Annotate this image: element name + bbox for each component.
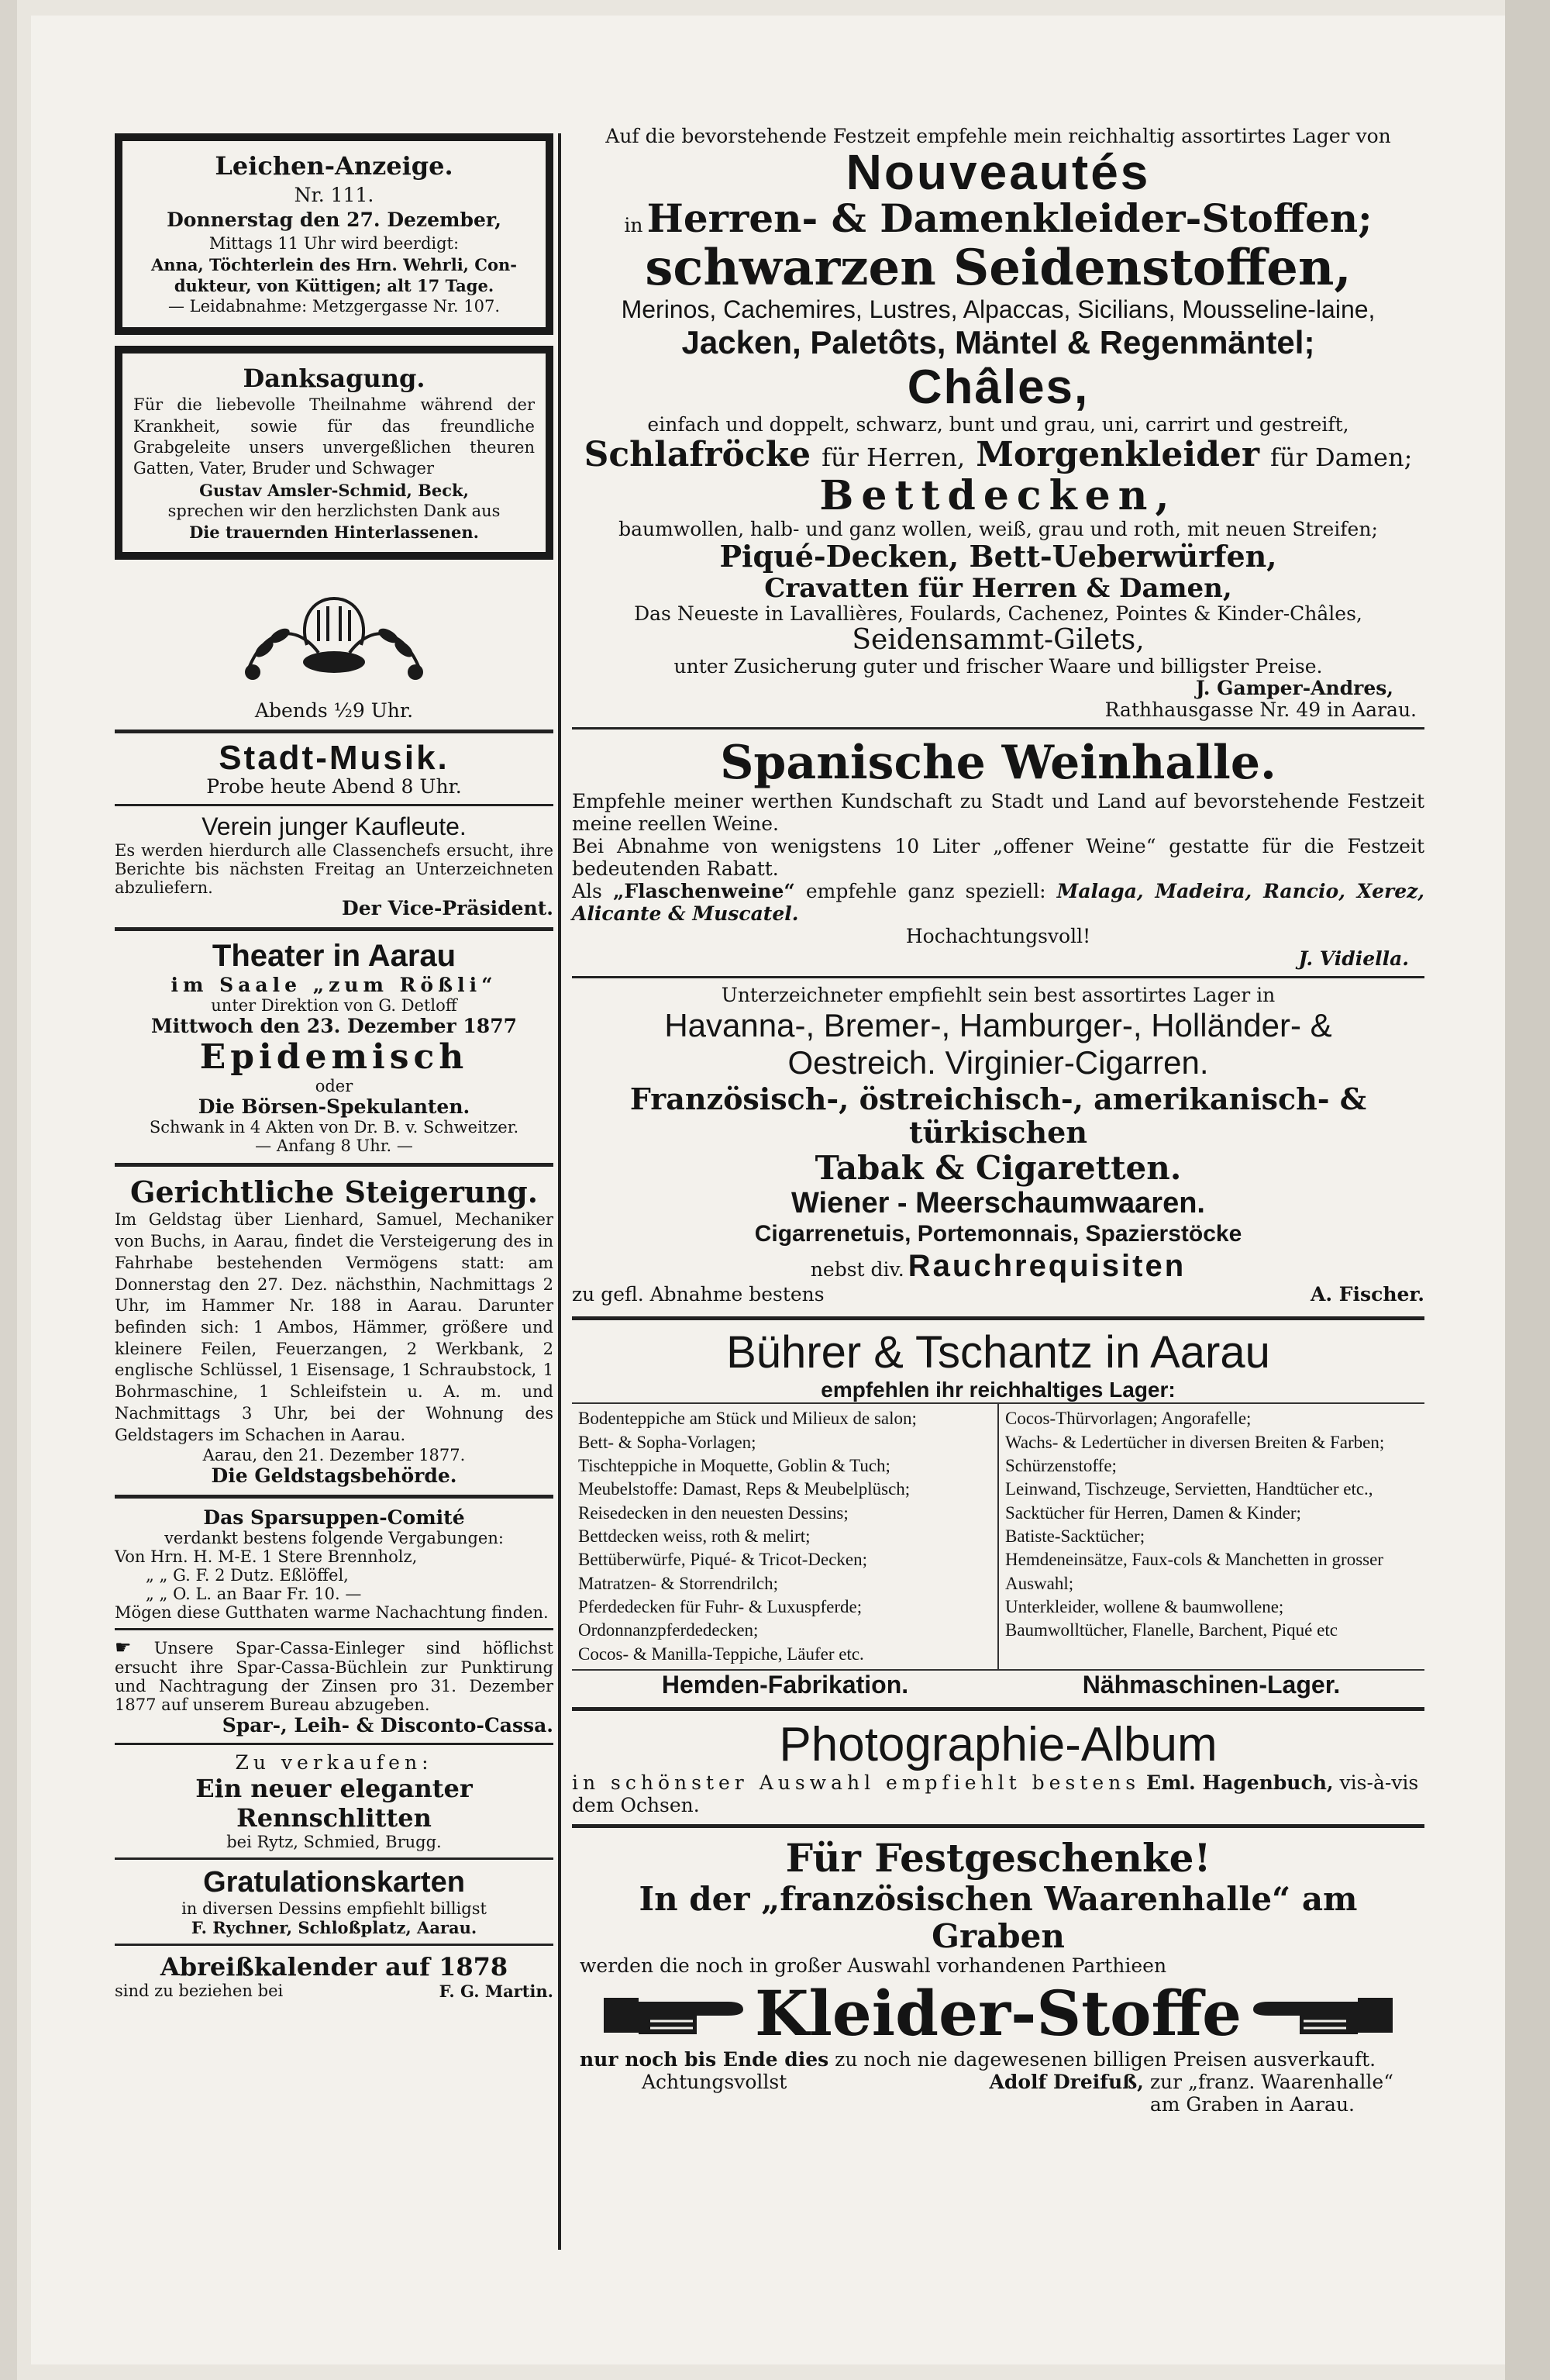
funeral-line3: — Leidabnahme: Metzgergasse Nr. 107. (167, 297, 500, 316)
auction-title: Gerichtliche Steigerung. (130, 1174, 538, 1210)
wine-p3a: Als (572, 880, 602, 903)
cards-sign: F. Rychner, Schloßplatz, Aarau. (191, 1918, 477, 1938)
sale-notice (115, 1751, 553, 1860)
wine-ad (572, 736, 1424, 970)
dreifuss-sign: Adolf Dreifuß, (989, 2070, 1144, 2093)
gamper-line11: Piqué-Decken, Bett-Ueberwürfen, (719, 539, 1277, 574)
list-item: Bettdecken weiss, roth & melirt; (578, 1526, 811, 1546)
theater-notice (115, 939, 553, 1167)
cigars-intro: Unterzeichneter empfiehlt sein best assortirtes Lager in (721, 984, 1276, 1007)
theater-or: oder (315, 1077, 353, 1096)
column-rule (558, 133, 561, 2250)
gamper-line4: Merinos, Cachemires, Lustres, Alpaccas, Sicilians, Mousseline-laine, (621, 295, 1376, 323)
soup-notice (115, 1506, 553, 1630)
funeral-line2: dukteur, von Küttigen; alt 17 Tage. (174, 276, 494, 296)
funeral-title: Leichen-Anzeige. (215, 151, 453, 181)
dreifuss-title: Für Festgeschenke! (785, 1835, 1211, 1882)
gamper-ad (572, 126, 1424, 721)
cigars-line3: Französisch-, östreichisch-, amerikanisch- & türkischen (629, 1081, 1367, 1150)
theater-play: Epidemisch (199, 1037, 469, 1078)
cigars-line1: Havanna-, Bremer-, Hamburger-, Holländer- & (664, 1007, 1332, 1044)
sale-item: Ein neuer eleganter Rennschlitten (195, 1774, 473, 1833)
gamper-addr: Rathhausgasse Nr. 49 in Aarau. (1104, 698, 1417, 722)
list-item: Cocos-Thürvorlagen; Angorafelle; (1005, 1409, 1252, 1429)
thanks-sign: Die trauernden Hinterlassenen. (189, 523, 479, 543)
lyre-wreath-emblem-icon (218, 575, 450, 692)
calendar-text: sind zu beziehen bei (115, 1982, 284, 2001)
verein-notice (115, 812, 553, 931)
cigars-line4: Tabak & Cigaretten. (815, 1149, 1182, 1188)
list-item: Meubelstoffe: Damast, Reps & Meubelplüsch; (578, 1479, 911, 1499)
wine-p1: Empfehle meiner werthen Kundschaft zu Stadt und Land auf bevorstehende Festzeit meine reellen Weine. (572, 790, 1424, 836)
gamper-big9: Bettdecken, (819, 472, 1177, 520)
funeral-number: Nr. 111. (294, 183, 374, 206)
thanks-notice (115, 346, 553, 561)
music-time: Abends ½9 Uhr. (254, 699, 414, 723)
gamper-line8a: Schlafröcke (584, 434, 811, 474)
list-item: Matratzen- & Storrendrilch; (578, 1573, 779, 1593)
theater-date: Mittwoch den 23. Dezember 1877 (150, 1015, 517, 1038)
dreifuss-ad (572, 1836, 1424, 2116)
gamper-big2: Herren- & Damenkleider-Stoffen; (646, 195, 1373, 241)
list-item: Unterkleider, wollene & baumwollene; (1005, 1597, 1284, 1617)
photo-sign: Eml. Hagenbuch, (1146, 1771, 1334, 1795)
pointing-hand-left-icon (1245, 1986, 1393, 2040)
dreifuss-sub: In der „französischen Waarenhalle“ am Graben (639, 1879, 1358, 1956)
gamper-line8d: für Damen; (1270, 442, 1413, 472)
music-sub: Probe heute Abend 8 Uhr. (206, 775, 462, 799)
cigars-ad (572, 985, 1424, 1306)
buehrer-foot-right: Nähmaschinen-Lager. (1082, 1671, 1341, 1699)
thanks-text2: sprechen wir den herzlichsten Dank aus (167, 501, 501, 520)
calendar-notice (115, 1952, 553, 2000)
theater-play2: Die Börsen-Spekulanten. (198, 1095, 470, 1119)
buehrer-right-list (999, 1404, 1424, 1669)
list-item: Wachs- & Ledertücher in diversen Breiten & Farben; Schürzenstoffe; (1005, 1432, 1385, 1475)
gamper-line13: Das Neueste in Lavallières, Foulards, Cachenez, Pointes & Kinder-Châles, (634, 602, 1362, 626)
wine-p3b: „Flaschenweine“ (612, 880, 795, 903)
dreifuss-big: Kleider-Stoffe (754, 1977, 1242, 2051)
buehrer-left-list (572, 1404, 999, 1669)
cigars-line2: Oestreich. Virginier-Cigarren. (787, 1044, 1209, 1081)
gamper-intro: Auf die bevorstehende Festzeit empfehle mein reichhaltig assortirtes Lager von (605, 125, 1391, 147)
funeral-time: Mittags 11 Uhr wird beerdigt: (208, 233, 460, 253)
soup-l3: „ „ O. L. an Baar Fr. 10. — (146, 1585, 362, 1604)
soup-intro: verdankt bestens folgende Vergabungen: (164, 1529, 504, 1548)
photo-text: in schönster Auswahl empfiehlt bestens (572, 1771, 1141, 1795)
photo-addr: vis-à-vis dem Ochsen. (572, 1771, 1419, 1817)
thanks-text: Für die liebevolle Theilnahme während der Krankheit, sowie für das freundliche Grabgeleite unsers unvergeßlichen theuren Gatten, Vater, Bruder und Schwager (133, 395, 535, 478)
sale-who: bei Rytz, Schmied, Brugg. (226, 1833, 442, 1852)
gamper-line12: Cravatten für Herren & Damen, (764, 573, 1232, 605)
sale-title: Zu verkaufen: (235, 1751, 433, 1775)
page-edge-left (0, 0, 17, 2380)
dreifuss-line2b: zu noch nie dagewesenen billigen Preisen ausverkauft. (835, 2048, 1376, 2071)
buehrer-sub: empfehlen ihr reichhaltiges Lager: (821, 1378, 1176, 1402)
dreifuss-line2a: nur noch bis Ende dies (580, 2048, 829, 2071)
gamper-line8b: für Herren, (822, 442, 966, 472)
buehrer-title: Bührer & Tschantz in Aarau (726, 1327, 1270, 1378)
city-music-notice (115, 699, 553, 806)
gamper-sign: J. Gamper-Andres, (1195, 677, 1393, 700)
auction-notice (115, 1174, 553, 1499)
bank-notice (115, 1637, 553, 1745)
calendar-title: Abreißkalender auf 1878 (160, 1952, 508, 1982)
page-edge-right (1505, 0, 1550, 2380)
funeral-notice (115, 133, 553, 335)
soup-l1: Von Hrn. H. M-E. 1 Stere Brennholz, (115, 1547, 418, 1567)
cards-title: Gratulationskarten (203, 1866, 465, 1899)
auction-date: Aarau, den 21. Dezember 1877. (202, 1446, 466, 1465)
verein-text: Es werden hierdurch alle Classenchefs ersucht, ihre Berichte bis nächsten Freitag an Unterzeichneten abzuliefern. (115, 841, 553, 898)
list-item: Bettüberwürfe, Piqué- & Tricot-Decken; (578, 1550, 868, 1570)
wine-p2: Bei Abnahme von wenigstens 10 Liter „offener Weine“ gestatte für die Festzeit bedeutenden Rabatt. (572, 835, 1424, 881)
left-column (115, 133, 553, 2001)
cigars-line7a: nebst div. (810, 1257, 904, 1281)
theater-desc: Schwank in 4 Akten von Dr. B. v. Schweitzer. (149, 1118, 519, 1137)
soup-l2: „ „ G. F. 2 Dutz. Eßlöffel, (146, 1566, 349, 1585)
dreifuss-addr2: am Graben in Aarau. (1149, 2092, 1355, 2116)
list-item: Baumwolltücher, Flanelle, Barchent, Piqué etc (1005, 1620, 1338, 1640)
funeral-date: Donnerstag den 27. Dezember, (167, 209, 501, 232)
calendar-sign: F. G. Martin. (439, 1982, 553, 2002)
cigars-line5: Wiener - Meerschaumwaaren. (791, 1187, 1205, 1220)
soup-outro: Mögen diese Gutthaten warme Nachachtung finden. (115, 1603, 549, 1623)
wine-p3d: Malaga, Madeira, Rancio, Xerez, Alicante & Muscatel. (572, 880, 1425, 926)
auction-sign: Die Geldstagsbehörde. (211, 1464, 457, 1488)
list-item: Ordonnanzpferdedecken; (578, 1620, 759, 1640)
bank-sign: Spar-, Leih- & Disconto-Cassa. (222, 1714, 553, 1737)
theater-start: — Anfang 8 Uhr. — (255, 1137, 413, 1156)
list-item: Batiste-Sacktücher; (1005, 1526, 1145, 1546)
gamper-line7: einfach und doppelt, schwarz, bunt und grau, uni, carrirt und gestreift, (647, 412, 1349, 436)
theater-direction: unter Direktion von G. Detloff (211, 996, 457, 1016)
dreifuss-addr1: zur „franz. Waarenhalle“ (1149, 2070, 1393, 2093)
list-item: Cocos- & Manilla-Teppiche, Läufer etc. (578, 1644, 864, 1664)
gamper-in: in (624, 214, 643, 236)
verein-sign: Der Vice-Präsident. (342, 897, 553, 920)
theater-venue: im Saale „zum Rößli“ (170, 974, 498, 997)
thanks-title: Danksagung. (243, 363, 425, 393)
wine-title: Spanische Weinhalle. (720, 736, 1276, 791)
auction-text: Im Geldstag über Lienhard, Samuel, Mechaniker von Buchs, in Aarau, findet die Versteigerung des in Fahrhabe bestehenden Vermögens statt: am Donnerstag den 27. Dez. nächsthin, Nachmittags 2 Uhr, im Hammer Nr. 188 in Aarau. Darunter befinden sich: 1 Ambos, Hämmer, größere und kleinere Feilen, Feuerzangen, 2 Werkbank, 2 englische Schlüssel, 1 Eisensage, 1 Schraubstock, 1 Bohrmaschine, 1 Schleifstein u. A. m. und Nachmittags 3 Uhr, bei der Wohnung des Geldstagers im Schachen in Aarau. (115, 1210, 553, 1444)
cigars-line8: zu gefl. Abnahme bestens (572, 1282, 825, 1306)
wine-regards: Hochachtungsvoll! (905, 925, 1091, 948)
cigars-line6: Cigarrenetuis, Portemonnais, Spazierstöcke (754, 1221, 1242, 1247)
wine-p3c: empfehle ganz speziell: (805, 880, 1046, 903)
gamper-line10: baumwollen, halb- und ganz wollen, weiß, grau und roth, mit neuen Streifen; (618, 518, 1378, 541)
gamper-line8c: Morgenkleider (976, 434, 1260, 474)
pointing-hand-right-icon (604, 1986, 751, 2040)
thanks-name: Gustav Amsler-Schmid, Beck, (199, 480, 469, 500)
soup-title: Das Sparsuppen-Comité (203, 1506, 465, 1530)
gamper-line5: Jacken, Paletôts, Mäntel & Regenmäntel; (681, 323, 1315, 360)
bank-text: Unsere Spar-Cassa-Einleger sind höflichst ersucht ihre Spar-Cassa-Büchlein zur Punktirung und Nachtragung der Zinsen pro 31. Dezember 1877 auf unserem Bureau abzugeben. (115, 1639, 553, 1715)
list-item: Pferdedecken für Fuhr- & Luxuspferde; (578, 1597, 863, 1617)
cigars-line7b: Rauchrequisiten (908, 1248, 1187, 1283)
gamper-big1: Nouveautés (846, 144, 1151, 200)
buehrer-foot-left: Hemden-Fabrikation. (661, 1671, 909, 1699)
cards-notice (115, 1866, 553, 1946)
photo-title: Photographie-Album (779, 1718, 1218, 1772)
list-item: Leinwand, Tischzeuge, Servietten, Handtücher etc., (1005, 1479, 1373, 1499)
wine-sign: J. Vidiella. (1298, 947, 1409, 971)
list-item: Hemdeneinsätze, Faux-cols & Manchetten in grosser Auswahl; (1005, 1550, 1383, 1593)
list-item: Bett- & Sopha-Vorlagen; (578, 1432, 756, 1452)
photo-ad (572, 1719, 1424, 1816)
buehrer-lists (572, 1402, 1424, 1669)
list-item: Bodenteppiche am Stück und Milieux de salon; (578, 1409, 917, 1429)
dreifuss-text: werden die noch in großer Auswahl vorhandenen Parthieen (580, 1954, 1167, 1978)
music-title: Stadt-Musik. (219, 739, 450, 778)
gamper-big6: Châles, (907, 360, 1090, 414)
cards-text: in diversen Dessins empfiehlt billigst (181, 1899, 487, 1919)
buehrer-ad (572, 1328, 1424, 1699)
theater-title: Theater in Aarau (212, 939, 456, 974)
cigars-sign: A. Fischer. (1310, 1282, 1424, 1306)
gamper-line15: unter Zusicherung guter und frischer Waare und billigster Preise. (673, 655, 1323, 678)
pointing-hand-icon: ☛ (115, 1637, 154, 1659)
list-item: Tischteppiche in Moquette, Goblin & Tuch; (578, 1455, 890, 1475)
funeral-line1: Anna, Töchterlein des Hrn. Wehrli, Con- (151, 254, 517, 274)
list-item: Reisedecken in den neuesten Dessins; (578, 1502, 849, 1523)
gamper-big3: schwarzen Seidenstoffen, (645, 239, 1352, 297)
gamper-line14: Seidensammt-Gilets, (852, 624, 1145, 657)
dreifuss-regards: Achtungsvollst (642, 2070, 787, 2093)
list-item: Sacktücher für Herren, Damen & Kinder; (1005, 1502, 1301, 1523)
verein-title: Verein junger Kaufleute. (202, 812, 467, 841)
right-column (572, 126, 1424, 2116)
